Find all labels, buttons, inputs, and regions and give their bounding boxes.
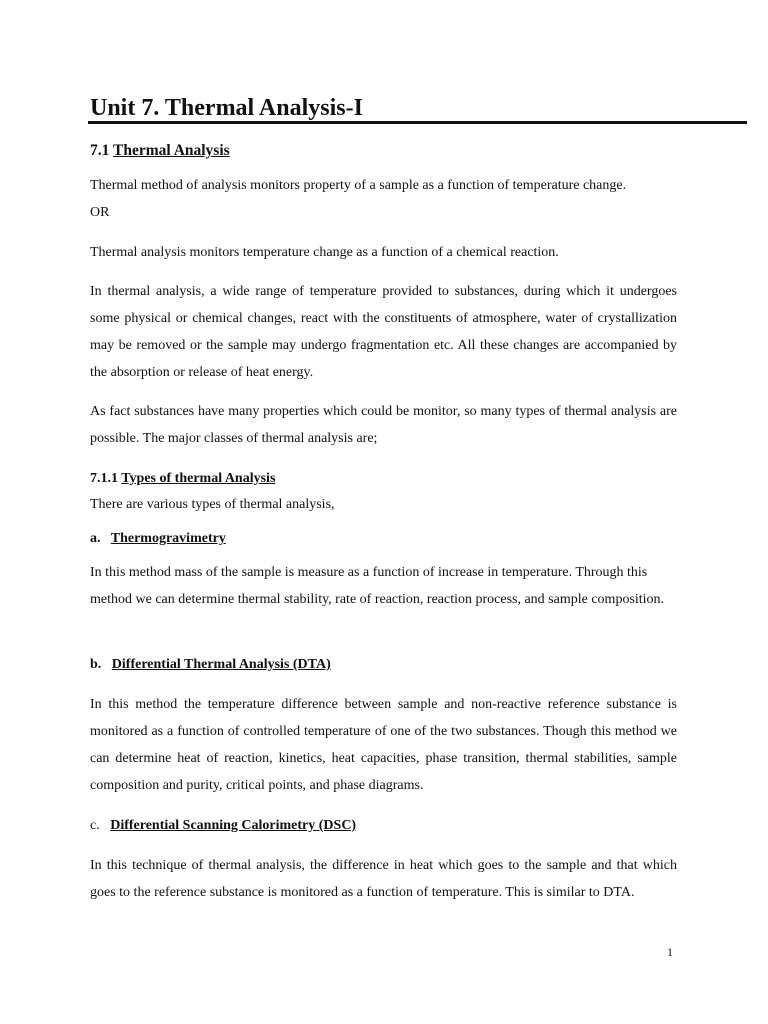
title-underline-rule (88, 121, 747, 124)
type-marker: a. (90, 531, 101, 546)
type-heading-dta (90, 656, 331, 674)
or-separator: OR (90, 205, 110, 220)
type-heading-dsc (90, 817, 356, 835)
type-marker: c. (90, 818, 100, 833)
subsection-heading (90, 470, 275, 488)
subsection-title: Types of thermal Analysis (121, 471, 276, 486)
section-number: 7.1 (90, 142, 110, 159)
section-title: Thermal Analysis (112, 142, 230, 159)
section-heading (90, 141, 230, 161)
type-description-dsc: In this technique of thermal analysis, the difference in heat which goes to the sample and that which goes to the reference substance is monitored as a function of temperature. This is similar to DTA. (90, 858, 677, 900)
type-description-thermogravimetry: In this method mass of the sample is measure as a function of increase in temperature. Through this method we can determine thermal stability, rate of reaction, reaction process, and sample composition. (90, 565, 665, 607)
page-number: 1 (667, 945, 673, 959)
paragraph-definition (90, 172, 677, 226)
type-heading-thermogravimetry (90, 530, 226, 548)
type-title: Thermogravimetry (110, 531, 226, 546)
paragraph-definition-text: Thermal method of analysis monitors property of a sample as a function of temperature change. (90, 178, 627, 193)
type-marker: b. (90, 657, 102, 672)
unit-title: Unit 7. Thermal Analysis-I (90, 95, 363, 121)
paragraph-overview: In thermal analysis, a wide range of temperature provided to substances, during which it undergoes some physical or chemical changes, react with the constituents of atmosphere, water of crystallization may be removed or the sample may undergo fragmentation etc. All these changes are accompanied by the absorption or release of heat energy. (90, 284, 677, 380)
type-description-dta: In this method the temperature difference between sample and non-reactive reference substance is monitored as a function of controlled temperature of one of the two substances. Though this method we can determine heat of reaction, kinetics, heat capacities, phase transition, thermal stabilities, sample composition and purity, critical points, and phase diagrams. (90, 697, 677, 793)
type-title: Differential Scanning Calorimetry (DSC) (110, 818, 357, 833)
subsection-number: 7.1.1 (90, 471, 118, 486)
type-title: Differential Thermal Analysis (DTA) (111, 657, 331, 672)
subsection-intro: There are various types of thermal analysis, (90, 497, 335, 512)
paragraph-classes: As fact substances have many properties which could be monitor, so many types of thermal analysis are possible. The major classes of thermal analysis are; (90, 404, 677, 446)
paragraph-alt-definition: Thermal analysis monitors temperature change as a function of a chemical reaction. (90, 245, 559, 260)
